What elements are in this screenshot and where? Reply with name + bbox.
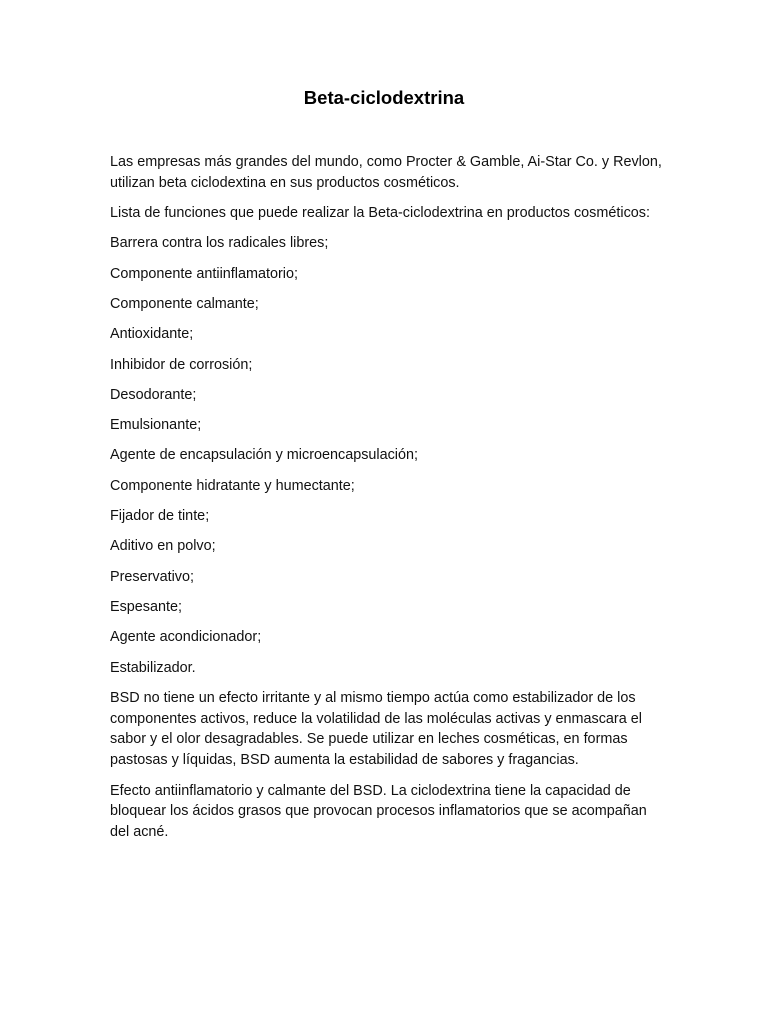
list-item: Desodorante;: [110, 386, 197, 403]
functions-list: [110, 233, 662, 678]
intro-paragraph: Las empresas más grandes del mundo, como Procter & Gamble, Ai-Star Co. y Revlon, utilizan beta ciclodextina en sus productos cosméticos.: [110, 154, 662, 191]
document-body: [110, 152, 662, 852]
list-item: Fijador de tinte;: [110, 508, 210, 525]
list-item: Componente calmante;: [110, 295, 259, 312]
list-item: Agente acondicionador;: [110, 629, 262, 646]
list-item: Agente de encapsulación y microencapsulación;: [110, 447, 418, 464]
document-title: Beta-ciclodextrina: [303, 87, 465, 108]
list-item: Barrera contra los radicales libres;: [110, 235, 329, 252]
functions-heading: Lista de funciones que puede realizar la Beta-ciclodextrina en productos cosméticos:: [110, 205, 650, 222]
list-item: Espesante;: [110, 598, 183, 615]
list-item: Estabilizador.: [110, 659, 196, 676]
list-item: Componente hidratante y humectante;: [110, 477, 355, 494]
effect-paragraph: Efecto antiinflamatorio y calmante del BSD. La ciclodextrina tiene la capacidad de bloquear los ácidos grasos que provocan procesos inflamatorios que se acompañan del acné.: [110, 782, 647, 841]
list-item: Preservativo;: [110, 568, 194, 585]
list-item: Componente antiinflamatorio;: [110, 265, 298, 282]
list-item: Aditivo en polvo;: [110, 538, 216, 555]
list-item: Antioxidante;: [110, 326, 194, 343]
bsd-paragraph: BSD no tiene un efecto irritante y al mismo tiempo actúa como estabilizador de los componentes activos, reduce la volatilidad de las moléculas activas y enmascara el sabor y el olor desagradables. Se puede utilizar en leches cosméticas, en formas pastosas y líquidas, BSD aumenta la estabilidad de sabores y fragancias.: [110, 689, 642, 769]
list-item: Emulsionante;: [110, 417, 202, 434]
list-item: Inhibidor de corrosión;: [110, 356, 253, 373]
